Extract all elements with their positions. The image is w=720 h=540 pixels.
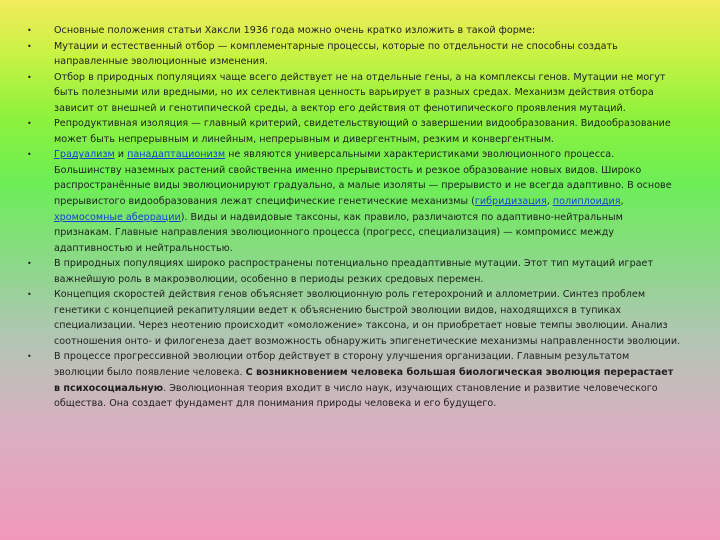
bullet-text-part2: . Эволюционная теория входит в число наук, изучающих становление и развитие человеческого общества. Она создает фундамент для понимания природы человека и его будущего. [54,382,658,410]
text-and: и [114,149,128,161]
bullet-item [27,287,682,349]
bullet-icon: • [27,290,32,300]
bullet-icon: • [27,259,32,269]
text-comma: , [620,196,624,208]
bullet-list [27,23,682,412]
bullet-text-part2: ). Виды и надвидовые таксоны, как правило, различаются по адаптивно-нейтральным признакам. Главные направления эволюционного процесса (прогресс, специализация) — компромисс между адаптивностью и нейтральностью. [54,211,623,254]
bullet-item [27,147,682,256]
link-polyploidy[interactable]: полиплоидия [552,196,621,208]
bullet-item [27,116,682,147]
bullet-icon: • [27,352,32,362]
bullet-text: Репродуктивная изоляция — главный критерий, свидетельствующий о завершении видообразования. Видообразование может быть непрерывным и линейным, непрерывным и дивергентным, резким и конвергентным. [54,118,671,145]
bullet-icon: • [27,119,32,129]
bullet-icon: • [27,26,32,35]
bullet-item [27,39,682,70]
bullet-item [27,256,682,287]
bullet-icon: • [27,41,32,51]
bullet-text: Основные положения статьи Хаксли 1936 года можно очень кратко изложить в такой форме: [54,25,536,36]
bullet-item [27,349,682,411]
bullet-icon: • [27,72,32,82]
bullet-text: В природных популяциях широко распространены потенциально преадаптивные мутации. Этот тип мутаций играет важнейшую роль в макроэволюции, особенно в периоды резких средовых перемен. [54,258,654,285]
link-gradualism[interactable]: Градуализм [54,149,115,161]
bold-statement: С возникновением человека большая биологическая эволюция перерастает в психосоциальную [54,367,674,394]
bullet-text: Мутации и естественный отбор — комплементарные процессы, которые по отдельности не способны создать направленные эволюционные изменения. [54,40,618,68]
bullet-item [27,23,682,39]
link-chromosomal-aberrations[interactable]: хромосомные аберрации [54,211,181,223]
bullet-text: Концепция скоростей действия генов объясняет эволюционную роль гетерохроний и аллометрии. Синтез проблем генетики с концепцией рекапитуляции ведет к объяснению быстрой эволюции видов, находящихся в тупиках специализации. Через неотению происходит «омоложение» таксона, и он приобретает новые темпы эволюции. Анализ соотношения онто- и филогенеза дает возможность обнаружить эпигенетические механизмы направленности эволюции. [54,289,681,347]
bullet-item [27,70,682,117]
text-comma: , [546,196,553,208]
link-panadaptationism[interactable]: панадаптационизм [127,149,226,161]
bullet-text-part1: В процессе прогрессивной эволюции отбор действует в сторону улучшения организации. Главным результатом эволюции было появление человека. [54,351,630,379]
bullet-text-part1: не являются универсальными характеристиками эволюционного процесса. Большинству наземных растений свойственна именно прерывистость и резкое образование новых видов. Широко распространённые виды эволюционируют градуально, а малые изоляты — прерывисто и не всегда адаптивно. В основе прерывистого видообразования лежат специфические генетические механизмы ( [54,149,672,208]
bullet-text: Отбор в природных популяциях чаще всего действует не на отдельные гены, а на комплексы генов. Мутации не могут быть полезными или вредными, но их селективная ценность варьирует в разных средах. Механизм действия отбора зависит от внешней и генотипической среды, а вектор его действия от фенотипического проявления мутаций. [54,71,666,114]
link-hybridization[interactable]: гибридизация [474,196,547,208]
bullet-icon: • [27,150,32,160]
